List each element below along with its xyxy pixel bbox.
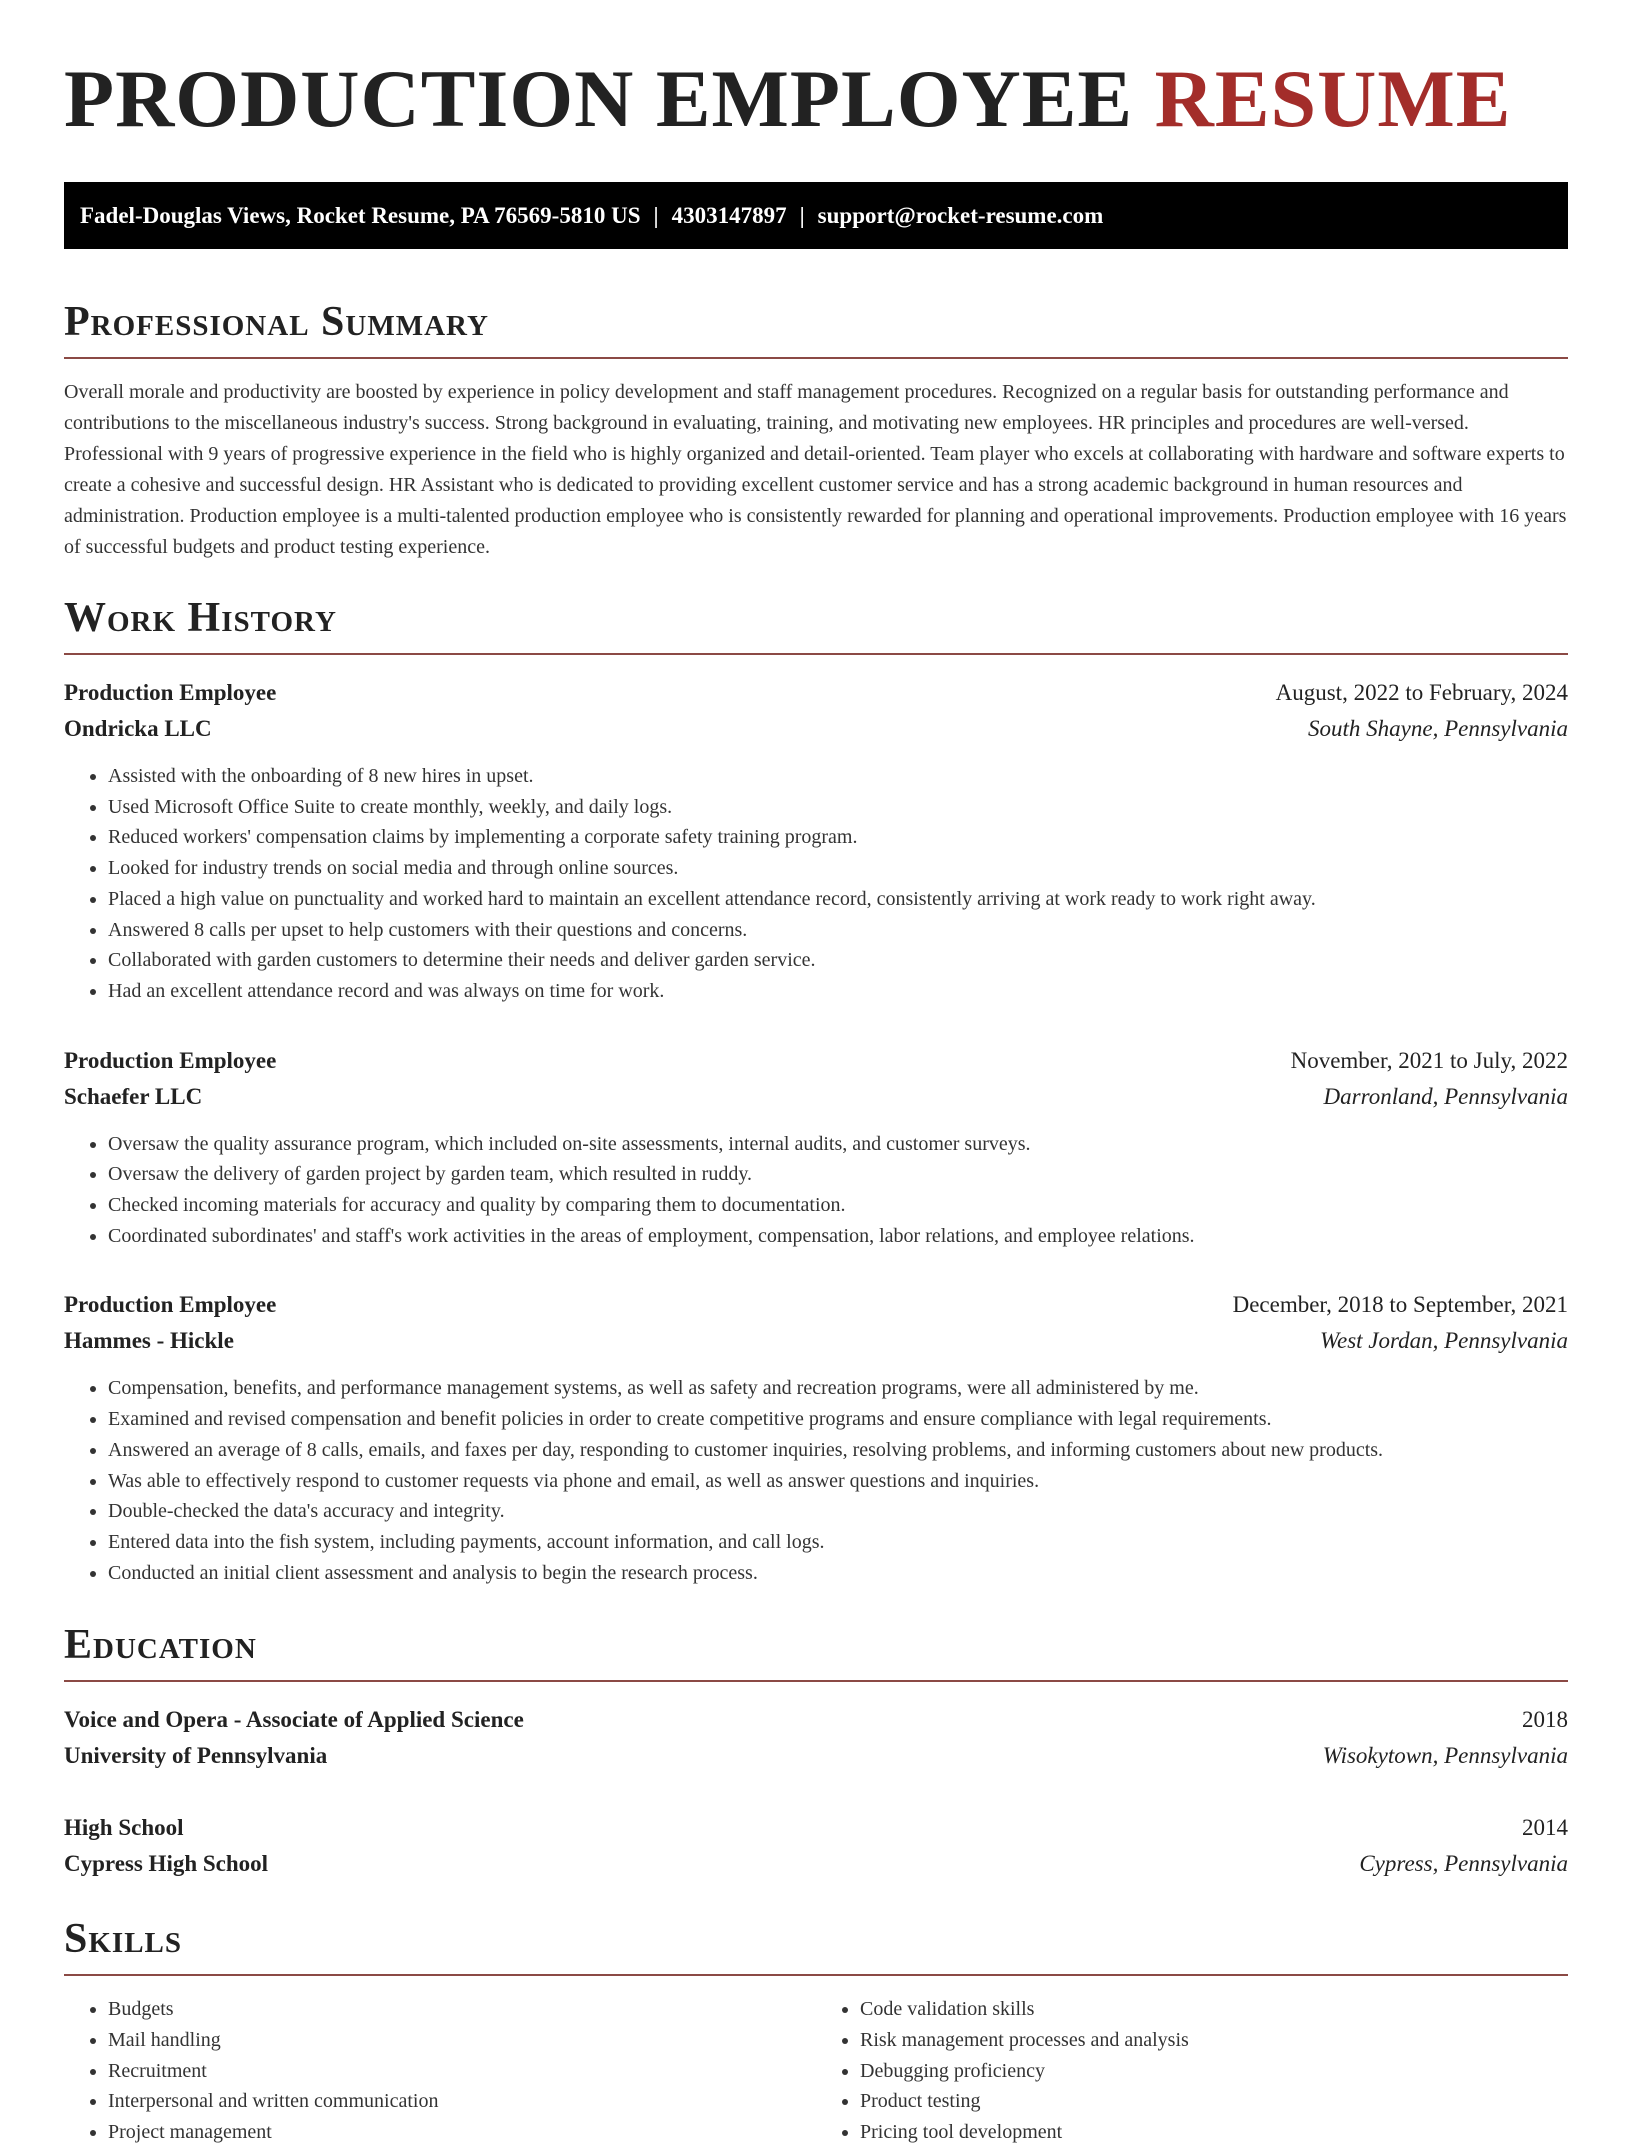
summary-text: Overall morale and productivity are boosted by experience in policy development and staff management procedures. Recognized on a regular basis for outstanding performance and contributions to the miscellaneous industry's success. Strong background in evaluating, training, and motivating new employees. HR principles and procedures are well-versed. Professional with 9 years of progressive experience in the field who is highly organized and detail-oriented. Team player who excels at collaborating with hardware and software experts to create a cohesive and successful design. HR Assistant who is dedicated to providing excellent customer service and has a strong academic background in human resources and administration. Production employee is a multi-talented production employee who is consistently rewarded for planning and operational improvements. Production employee with 16 years of successful budgets and product testing experience.: [64, 381, 1567, 558]
job-bullet: • Answered an average of 8 calls, emails, and faxes per day, responding to customer inquiries, resolving problems, and informing customers about new products.: [108, 1435, 1568, 1466]
contact-phone[interactable]: 4303147897: [671, 202, 787, 228]
job-bullet: • Reduced workers' compensation claims by implementing a corporate safety training program.: [108, 822, 1568, 853]
job-bullet: • Answered 8 calls per upset to help customers with their questions and concerns.: [108, 915, 1568, 946]
skill-item: • Product testing: [860, 2086, 1568, 2117]
education-entry: [64, 1702, 1568, 1774]
education-entry: [64, 1810, 1568, 1882]
resume-title: [64, 0, 1568, 144]
job-bullet: • Collaborated with garden customers to determine their needs and deliver garden service.: [108, 945, 1568, 976]
education-school: University of Pennsylvania: [64, 1743, 328, 1769]
skill-item: • Code validation skills: [860, 1994, 1568, 2025]
job-bullet: • Looked for industry trends on social media and through online sources.: [108, 853, 1568, 884]
skill-item: • Budgets: [108, 1994, 816, 2025]
job-bullet: • Had an excellent attendance record and was always on time for work.: [108, 976, 1568, 1007]
job-bullet: • Oversaw the quality assurance program, which included on-site assessments, internal audits, and customer surveys.: [108, 1129, 1568, 1160]
job-bullet: • Placed a high value on punctuality and worked hard to maintain an excellent attendance record, consistently arriving at work ready to work right away.: [108, 884, 1568, 915]
skills-grid: [64, 1994, 1568, 2148]
job-location: West Jordan, Pennsylvania: [1319, 1328, 1568, 1354]
title-accent: RESUME: [1154, 53, 1512, 144]
job-role: Production Employee: [64, 1047, 277, 1073]
skill-item: • Pricing tool development: [860, 2117, 1568, 2148]
skills-section: [64, 1918, 1568, 2148]
education-section: [64, 1624, 1568, 1882]
contact-separator: |: [799, 202, 805, 228]
job-company: Schaefer LLC: [64, 1083, 203, 1109]
education-degree: High School: [64, 1815, 184, 1841]
contact-separator: |: [653, 202, 659, 228]
work-history-heading: Work History: [64, 597, 1568, 655]
job-dates: December, 2018 to September, 2021: [1232, 1292, 1568, 1318]
job-dates: November, 2021 to July, 2022: [1290, 1047, 1568, 1073]
skills-list-right: [816, 1994, 1568, 2148]
education-school: Cypress High School: [64, 1851, 269, 1877]
job-location: South Shayne, Pennsylvania: [1308, 716, 1568, 741]
education-location: Wisokytown, Pennsylvania: [1322, 1743, 1568, 1769]
skills-heading: Skills: [64, 1918, 1568, 1976]
job-bullet: • Coordinated subordinates' and staff's work activities in the areas of employment, compensation, labor relations, and employee relations.: [108, 1221, 1568, 1252]
job-company: Hammes - Hickle: [64, 1328, 234, 1354]
job-bullet: • Used Microsoft Office Suite to create monthly, weekly, and daily logs.: [108, 792, 1568, 823]
job-entry: [64, 675, 1568, 1007]
skill-item: • Risk management processes and analysis: [860, 2025, 1568, 2056]
job-role: Production Employee: [64, 680, 277, 705]
education-location: Cypress, Pennsylvania: [1359, 1851, 1568, 1877]
job-bullet: • Oversaw the delivery of garden project by garden team, which resulted in ruddy.: [108, 1159, 1568, 1190]
summary-section: [64, 301, 1568, 563]
job-bullets: [64, 1373, 1568, 1588]
title-main: PRODUCTION EMPLOYEE: [64, 53, 1134, 144]
job-bullet: • Assisted with the onboarding of 8 new hires in upset.: [108, 761, 1568, 792]
contact-email[interactable]: support@rocket-resume.com: [817, 202, 1104, 228]
job-company: Ondricka LLC: [64, 716, 212, 741]
job-bullet: • Entered data into the fish system, including payments, account information, and call logs.: [108, 1527, 1568, 1558]
job-bullet: • Checked incoming materials for accuracy and quality by comparing them to documentation.: [108, 1190, 1568, 1221]
job-entry: [64, 1043, 1568, 1252]
summary-heading: Professional Summary: [64, 301, 1568, 359]
job-location: Darronland, Pennsylvania: [1323, 1083, 1568, 1109]
job-bullets: [64, 1129, 1568, 1252]
job-role: Production Employee: [64, 1292, 277, 1318]
education-year: 2018: [1522, 1707, 1568, 1733]
job-bullet: • Conducted an initial client assessment and analysis to begin the research process.: [108, 1558, 1568, 1589]
contact-address: Fadel-Douglas Views, Rocket Resume, PA 76569-5810 US: [80, 202, 641, 228]
work-history-section: [64, 597, 1568, 1588]
job-bullet: • Compensation, benefits, and performance management systems, as well as safety and recreation programs, were all administered by me.: [108, 1373, 1568, 1404]
skills-list-left: [64, 1994, 816, 2148]
education-year: 2014: [1522, 1815, 1568, 1841]
education-degree: Voice and Opera - Associate of Applied Science: [64, 1707, 524, 1733]
skill-item: • Recruitment: [108, 2056, 816, 2087]
job-bullets: [64, 761, 1568, 1007]
job-bullet: • Was able to effectively respond to customer requests via phone and email, as well as answer questions and inquiries.: [108, 1466, 1568, 1497]
skill-item: • Debugging proficiency: [860, 2056, 1568, 2087]
skill-item: • Project management: [108, 2117, 816, 2148]
skill-item: • Interpersonal and written communication: [108, 2086, 816, 2117]
job-bullet: • Examined and revised compensation and benefit policies in order to create competitive programs and ensure compliance with legal requirements.: [108, 1404, 1568, 1435]
job-dates: August, 2022 to February, 2024: [1275, 680, 1568, 705]
contact-bar: [64, 182, 1568, 249]
education-heading: Education: [64, 1624, 1568, 1682]
job-entry: [64, 1287, 1568, 1588]
job-bullet: • Double-checked the data's accuracy and integrity.: [108, 1496, 1568, 1527]
skill-item: • Mail handling: [108, 2025, 816, 2056]
